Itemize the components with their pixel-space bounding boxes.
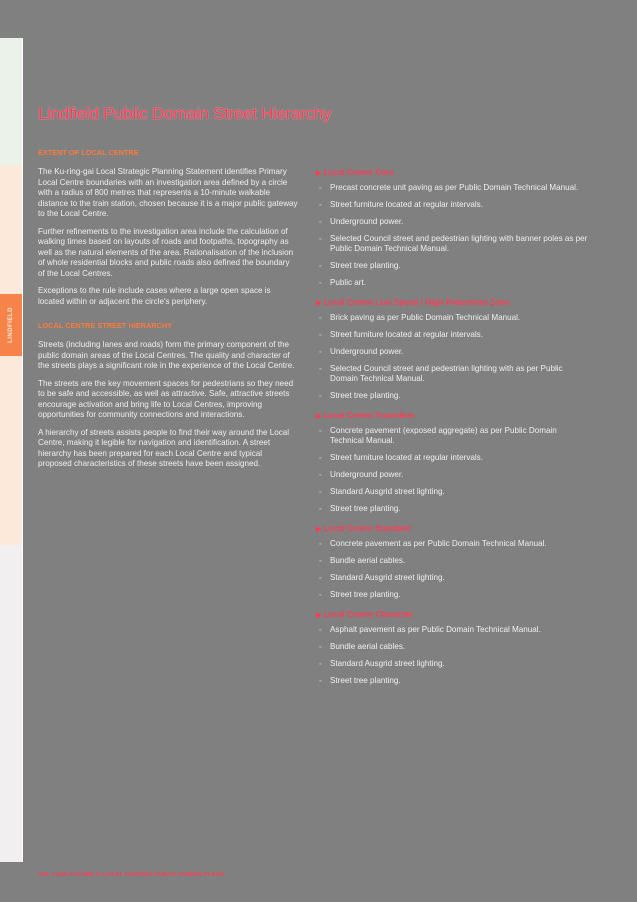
bullet-icon: ◦ xyxy=(319,644,322,651)
list-item-text: Brick paving as per Public Domain Technical Manual. xyxy=(330,313,521,322)
list-item-text: Concrete pavement as per Public Domain Technical Manual. xyxy=(330,539,547,548)
list-item xyxy=(316,504,588,514)
list-item-text: Asphalt pavement as per Public Domain Technical Manual. xyxy=(330,625,541,634)
left-column xyxy=(38,148,298,477)
bullet-icon: ◦ xyxy=(319,661,322,668)
bullet-icon: ◦ xyxy=(319,428,322,435)
list-item xyxy=(316,330,588,340)
bullet-icon: ◦ xyxy=(319,678,322,685)
list-item-text: Selected Council street and pedestrian lighting with banner poles as per Public Domain Technical Manual. xyxy=(330,234,588,253)
bullet-icon: ◦ xyxy=(319,627,322,634)
list-item-text: Street tree planting. xyxy=(330,676,401,685)
bullet-icon: ◦ xyxy=(319,219,322,226)
list-item-text: Underground power. xyxy=(330,470,404,479)
bullet-icon: ◦ xyxy=(319,489,322,496)
side-strip-divider xyxy=(22,38,23,862)
bullet-icon: ◦ xyxy=(319,315,322,322)
list-item-text: Street furniture located at regular intervals. xyxy=(330,200,483,209)
list-item-text: Street tree planting. xyxy=(330,261,401,270)
group-standard xyxy=(316,524,588,600)
group-heading-label: Local Centre Core xyxy=(323,168,394,177)
paragraph: The streets are the key movement spaces for pedestrians so they need to be safe and accessible, as well as attractive. Safe, attractive streets encourage activation and bring life to Local Centres, improving opportunities for community connections and interactions. xyxy=(38,378,294,419)
list-item xyxy=(316,453,588,463)
list-item-text: Standard Ausgrid street lighting. xyxy=(330,659,445,668)
list-item-text: Selected Council street and pedestrian lighting with as per Public Domain Technical Manual. xyxy=(330,364,563,383)
bullet-icon: ◦ xyxy=(319,236,322,243)
right-column xyxy=(316,168,588,696)
bullet-icon: ◦ xyxy=(319,592,322,599)
list-item xyxy=(316,234,588,254)
bullet-icon: ◦ xyxy=(319,349,322,356)
bullet-icon: ◦ xyxy=(319,455,322,462)
list-item xyxy=(316,470,588,480)
list-item xyxy=(316,217,588,227)
list-item-text: Concrete pavement (exposed aggregate) as per Public Domain Technical Manual. xyxy=(330,426,557,445)
group-heading xyxy=(316,168,588,177)
list-item xyxy=(316,364,588,384)
side-tab-label: LINDFIELD xyxy=(8,307,14,343)
list-item-text: Street tree planting. xyxy=(330,504,401,513)
list-item xyxy=(316,426,588,446)
group-heading-label: Local Centre Character xyxy=(323,610,414,619)
bullet-icon: ◦ xyxy=(319,202,322,209)
paragraph: The Ku-ring-gai Local Strategic Planning Statement identifies Primary Local Centre boundaries with an investigation area defined by a circle with a radius of 800 metres that represents a 10-minute walkable distance to the train station, chosen because it is a major public gateway to the Local Centre. xyxy=(38,167,298,218)
list-item xyxy=(316,313,588,323)
section-heading: LOCAL CENTRE STREET HIERARCHY xyxy=(38,321,173,330)
list-item xyxy=(316,347,588,357)
list-item xyxy=(316,539,588,549)
page-title: Lindfield Public Domain Street Hierarchy xyxy=(38,104,332,123)
page-footer: VOL.2 p88 VOLUME 2: LOCAL CENTRES PUBLIC DOMAIN PLANS xyxy=(38,872,225,878)
bullet-icon: ◦ xyxy=(319,185,322,192)
paragraph: Exceptions to the rule include cases where a large open space is located within or adjacent the circle's periphery. xyxy=(38,286,271,306)
side-tab[interactable] xyxy=(0,294,22,356)
list-item-text: Standard Ausgrid street lighting. xyxy=(330,487,445,496)
group-transition xyxy=(316,411,588,514)
section-street-hierarchy xyxy=(38,321,298,470)
list-item xyxy=(316,261,588,271)
triangle-right-icon: ▶ xyxy=(316,169,322,177)
side-strip-bottom xyxy=(0,545,22,862)
bullet-icon: ◦ xyxy=(319,393,322,400)
list-item-text: Street furniture located at regular intervals. xyxy=(330,330,483,339)
triangle-right-icon: ▶ xyxy=(316,412,322,420)
list-item xyxy=(316,642,588,652)
group-heading xyxy=(316,524,588,533)
bullet-icon: ◦ xyxy=(319,558,322,565)
triangle-right-icon: ▶ xyxy=(316,611,322,619)
group-heading xyxy=(316,298,588,307)
group-character xyxy=(316,610,588,686)
paragraph: Streets (including lanes and roads) form the primary component of the public domain areas of the Local Centres. The quality and character of the streets plays a significant role in the experience of the Local Centre. xyxy=(38,340,295,370)
triangle-right-icon: ▶ xyxy=(316,299,322,307)
list-item xyxy=(316,625,588,635)
list-item-text: Street tree planting. xyxy=(330,391,401,400)
group-heading-label: Local Centre Transition xyxy=(323,411,415,420)
list-item-text: Underground power. xyxy=(330,347,404,356)
group-low-speed xyxy=(316,298,588,401)
group-heading-label: Local Centre Standard xyxy=(323,524,411,533)
group-core xyxy=(316,168,588,288)
side-strip-top xyxy=(0,38,22,165)
group-heading xyxy=(316,610,588,619)
list-item-text: Street tree planting. xyxy=(330,590,401,599)
list-item-text: Underground power. xyxy=(330,217,404,226)
list-item-text: Bundle aerial cables. xyxy=(330,556,406,565)
list-item-text: Precast concrete unit paving as per Public Domain Technical Manual. xyxy=(330,183,579,192)
list-item xyxy=(316,676,588,686)
section-extent xyxy=(38,148,298,307)
group-heading-label: Local Centre Low Speed / High Pedestrian Zone xyxy=(323,298,510,307)
bullet-icon: ◦ xyxy=(319,506,322,513)
bullet-icon: ◦ xyxy=(319,575,322,582)
bullet-icon: ◦ xyxy=(319,472,322,479)
paragraph: A hierarchy of streets assists people to find their way around the Local Centre, making it legible for navigation and identification. A street hierarchy has been prepared for each Local Centre and typical proposed characteristics of these streets have been assigned. xyxy=(38,427,290,468)
list-item xyxy=(316,590,588,600)
list-item xyxy=(316,391,588,401)
bullet-icon: ◦ xyxy=(319,332,322,339)
paragraph: Further refinements to the investigation area include the calculation of walking times based on layouts of roads and footpaths, topography as well as the natural elements of the area. Rationalisation of the inclusion of whole residential blocks and public roads also defined the boundary of the Local Centres. xyxy=(38,226,294,278)
list-item xyxy=(316,556,588,566)
list-item xyxy=(316,200,588,210)
list-item-text: Street furniture located at regular intervals. xyxy=(330,453,483,462)
list-item-text: Public art. xyxy=(330,278,366,287)
list-item-text: Standard Ausgrid street lighting. xyxy=(330,573,445,582)
triangle-right-icon: ▶ xyxy=(316,525,322,533)
bullet-icon: ◦ xyxy=(319,280,322,287)
list-item xyxy=(316,278,588,288)
list-item xyxy=(316,573,588,583)
list-item-text: Bundle aerial cables. xyxy=(330,642,406,651)
list-item xyxy=(316,659,588,669)
bullet-icon: ◦ xyxy=(319,541,322,548)
list-item xyxy=(316,183,588,193)
list-item xyxy=(316,487,588,497)
bullet-icon: ◦ xyxy=(319,366,322,373)
group-heading xyxy=(316,411,588,420)
bullet-icon: ◦ xyxy=(319,263,322,270)
section-heading: EXTENT OF LOCAL CENTRE xyxy=(38,148,139,157)
